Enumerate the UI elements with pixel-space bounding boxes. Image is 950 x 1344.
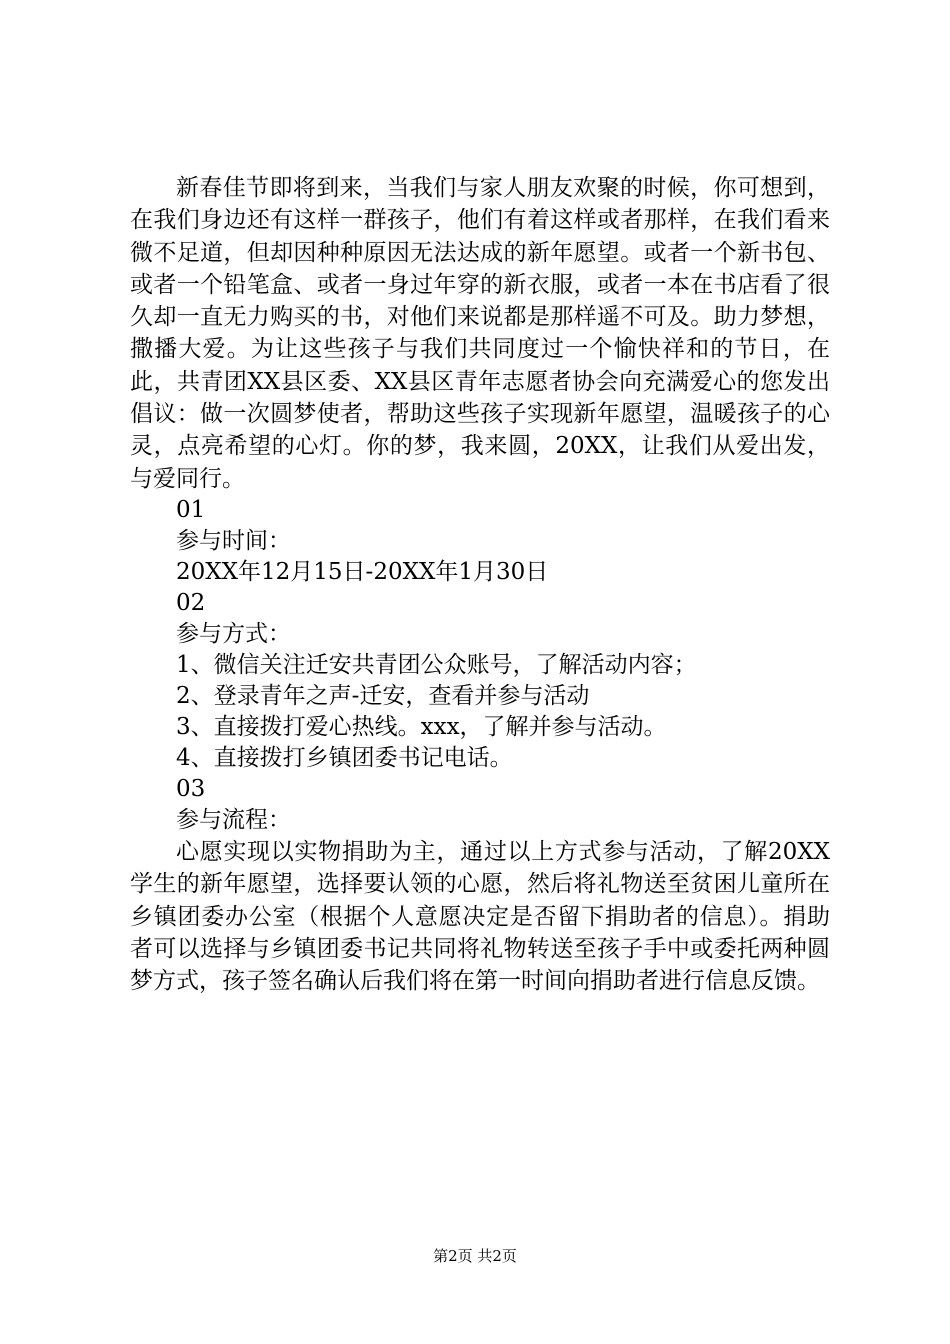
method-item-3: 3、直接拨打爱心热线。xxx，了解并参与活动。	[176, 713, 667, 740]
section-3-number: 03	[176, 775, 206, 802]
section-1-number: 01	[176, 496, 206, 523]
section-2-number: 02	[176, 589, 206, 616]
method-item-2: 2、登录青年之声-迁安，查看并参与活动	[176, 682, 590, 709]
method-item-4: 4、直接拨打乡镇团委书记电话。	[176, 744, 513, 771]
section-1-heading: 参与时间：	[176, 527, 291, 554]
process-paragraph: 心愿实现以实物捐助为主，通过以上方式参与活动，了解20XX学生的新年愿望，选择要认领的心愿，然后将礼物送至贫困儿童所在乡镇团委办公室（根据个人意愿决定是否留下捐助者的信息）。捐助者可以选择与乡镇团委书记共同将礼物转送至孩子手中或委托两种圆梦方式，孩子签名确认后我们将在第一时间向捐助者进行信息反馈。	[130, 838, 830, 995]
intro-paragraph: 新春佳节即将到来，当我们与家人朋友欢聚的时候，你可想到，在我们身边还有这样一群孩子，他们有着这样或者那样，在我们看来微不足道，但却因种种原因无法达成的新年愿望。或者一个新书包、或者一个铅笔盒、或者一身过年穿的新衣服，或者一本在书店看了很久却一直无力购买的书，对他们来说都是那样遥不可及。助力梦想，撒播大爱。为让这些孩子与我们共同度过一个愉快祥和的节日，在此，共青团XX县区委、XX县区青年志愿者协会向充满爱心的您发出倡议：做一次圆梦使者，帮助这些孩子实现新年愿望，温暖孩子的心灵，点亮希望的心灯。你的梦，我来圆，20XX，让我们从爱出发，与爱同行。	[130, 175, 830, 492]
page-footer: 第2页 共2页	[433, 1247, 517, 1265]
section-2-heading: 参与方式：	[176, 620, 291, 647]
participation-time: 20XX年12月15日-20XX年1月30日	[176, 558, 549, 585]
section-3-heading: 参与流程：	[176, 806, 291, 833]
document-body	[130, 172, 830, 997]
method-item-1: 1、微信关注迁安共青团公众账号，了解活动内容；	[176, 651, 697, 678]
